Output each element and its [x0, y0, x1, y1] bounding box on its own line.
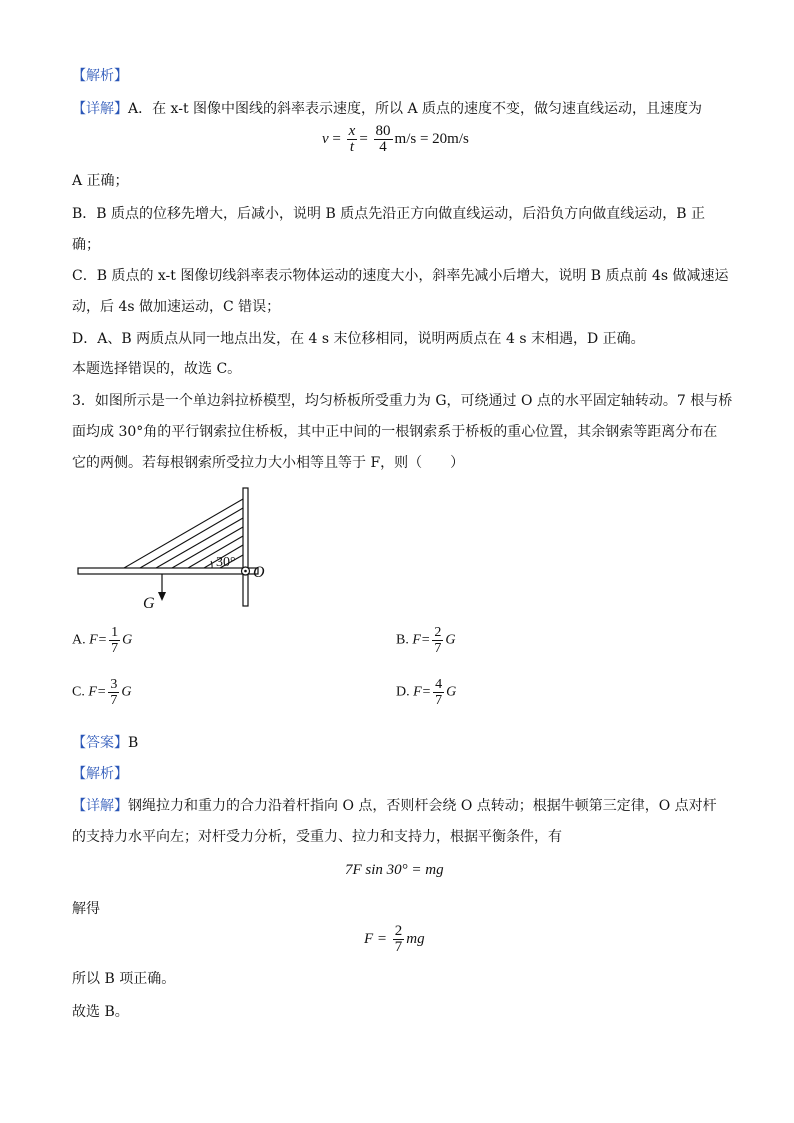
detail-label-2: 【详解】	[72, 798, 128, 814]
fraction-80-over-4: $\frac{80}{4}$	[375, 123, 391, 155]
equilibrium-equation: 7F sin 30° = mg	[345, 862, 444, 878]
velocity-equation: v = $\frac{x}{t}$ = $\frac{80}{4}$ m/s = 20m/s	[322, 123, 469, 155]
weight-label: G	[143, 595, 155, 612]
question-3-line3: 它的两侧。若每根钢索所受拉力大小相等且等于 F，则（ ）	[72, 455, 465, 471]
bridge-figure	[70, 484, 290, 614]
answer-line	[72, 734, 138, 752]
analysis-heading-1: 【解析】	[72, 68, 128, 84]
detail-line-2	[72, 797, 717, 815]
option-b[interactable]: B. F= $\frac{2}{7}$ G	[396, 625, 456, 656]
result-equation: F = $\frac{2}{7}$ mg	[364, 923, 425, 955]
text-c-line1: C．B 质点的 x-t 图像切线斜率表示物体运动的速度大小，斜率先减小后增大，说明 B 质点前 4s 做减速运	[72, 268, 729, 284]
detail-text-2: 钢绳拉力和重力的合力沿着杆指向 O 点，否则杆会绕 O 点转动；根据牛顿第三定律，O 点对杆	[128, 798, 717, 814]
pivot-label: O	[253, 564, 265, 581]
answer-label: 【答案】	[72, 735, 128, 751]
text-b-line2: 确；	[72, 237, 100, 253]
analysis-heading-2: 【解析】	[72, 766, 128, 782]
text-d: D．A、B 两质点从同一地点出发，在 4 s 末位移相同，说明两质点在 4 s 末相遇，D 正确。	[72, 331, 645, 347]
solve-label: 解得	[72, 901, 100, 917]
detail-line-2b: 的支持力水平向左；对杆受力分析，受重力、拉力和支持力，根据平衡条件，有	[72, 829, 562, 845]
answer-value: B	[128, 735, 139, 751]
text-c-line2: 动，后 4s 做加速运动，C 错误；	[72, 299, 281, 315]
option-c[interactable]: C. F= $\frac{3}{7}$ G	[72, 677, 132, 708]
question-3-line2: 面均成 30°角的平行钢索拉住桥板，其中正中间的一根钢索系于桥板的重心位置，其余钢索等距离分布在	[72, 424, 718, 440]
question-3-line1: 3．如图所示是一个单边斜拉桥模型，均匀桥板所受重力为 G，可绕通过 O 点的水平固定轴转动。7 根与桥	[72, 393, 733, 409]
bridge-pylon	[243, 488, 248, 606]
text-a-correct: A 正确；	[72, 173, 129, 189]
detail-line-1	[72, 100, 702, 118]
fraction-x-over-t: $\frac{x}{t}$	[348, 123, 356, 155]
option-d[interactable]: D. F= $\frac{4}{7}$ G	[396, 677, 457, 708]
angle-label: 30°	[216, 555, 236, 570]
option-a[interactable]: A. F= $\frac{1}{7}$ G	[72, 625, 133, 656]
detail-label-1: 【详解】	[72, 101, 128, 117]
text-b-line1: B．B 质点的位移先增大，后减小，说明 B 质点先沿正方向做直线运动，后沿负方向做直线运动，B 正	[72, 206, 705, 222]
text-conclusion-2: 故选 B。	[72, 1004, 129, 1020]
text-conclusion-1: 本题选择错误的，故选 C。	[72, 361, 242, 377]
weight-arrow-head	[158, 592, 166, 601]
text-b-correct: 所以 B 项正确。	[72, 971, 176, 987]
angle-arc	[211, 561, 212, 568]
pivot-dot	[244, 570, 247, 573]
detail-text-1: A．在 x-t 图像中图线的斜率表示速度，所以 A 质点的速度不变，做匀速直线运动，且速度为	[128, 101, 703, 117]
